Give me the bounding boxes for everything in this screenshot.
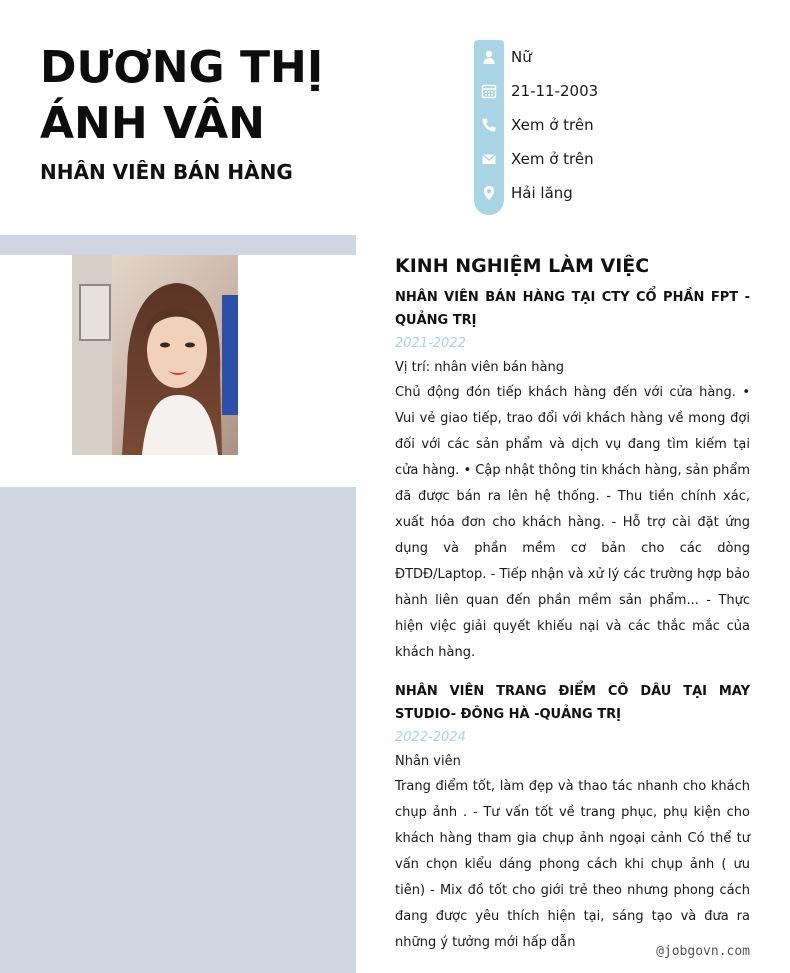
person-icon: [474, 40, 504, 74]
experience-item: [395, 286, 750, 666]
contact-phone: [474, 108, 754, 142]
calendar-icon: [474, 74, 504, 108]
job-period: 2021-2022: [395, 336, 466, 351]
job-company: NHÂN VIÊN TRANG ĐIỂM CÔ DÂU TẠI MAY STUDIO- ĐÔNG HÀ -QUẢNG TRỊ: [395, 684, 750, 722]
section-title: KINH NGHIỆM LÀM VIỆC: [395, 255, 650, 277]
site-watermark: @jobgovn.com: [656, 944, 750, 959]
candidate-job-title: NHÂN VIÊN BÁN HÀNG: [40, 160, 293, 184]
phone-icon: [474, 108, 504, 142]
sidebar-panel: [0, 487, 356, 973]
location-pin-icon: [474, 176, 504, 210]
contact-gender: [474, 40, 754, 74]
address-text: Hải lăng: [511, 184, 573, 202]
contact-list: [474, 40, 754, 210]
job-position: Nhân viên: [395, 754, 461, 769]
gender-text: Nữ: [511, 48, 532, 66]
birthdate-text: 21-11-2003: [511, 82, 599, 100]
candidate-name: DƯƠNG THỊ ÁNH VÂN: [40, 42, 324, 149]
job-description: Trang điểm tốt, làm đẹp và thao tác nhanh cho khách chụp ảnh . - Tư vấn tốt về trang phục, phụ kiện cho khách hàng tham gia chụp ảnh ngoại cảnh Có thể tư vấn chọn kiểu dáng phong cách khi chụp ảnh ( ưu tiên) - Mix đồ tốt cho giới trẻ theo nhưng phong cách đang được yêu thích hiện tại, sáng tạo và đưa ra những ý tưởng mới hấp dẫn: [395, 779, 750, 950]
contact-birthdate: [474, 74, 754, 108]
experience-item: [395, 680, 750, 956]
job-company: NHÂN VIÊN BÁN HÀNG TẠI CTY CỔ PHẦN FPT -QUẢNG TRỊ: [395, 290, 750, 328]
profile-photo: [72, 255, 238, 455]
job-position: Vị trí: nhân viên bán hàng: [395, 360, 564, 375]
contact-address: [474, 176, 754, 210]
job-description: Chủ động đón tiếp khách hàng đến với cửa hàng. • Vui vẻ giao tiếp, trao đổi với khách hàng về mong đợi đối với các sản phẩm và dịch vụ đang tìm kiếm tại cửa hàng. • Cập nhật thông tin khách hàng, sản phẩm đã được bán ra lên hệ thống. - Thu tiền chính xác, xuất hóa đơn cho khách hàng. - Hỗ trợ cài đặt ứng dụng và phần mềm cơ bản cho các dòng ĐTDĐ/Laptop. - Tiếp nhận và xử lý các trường hợp bảo hành liên quan đến phần mềm sản phẩm... - Thực hiện việc giải quyết khiếu nại và các thắc mắc của khách hàng.: [395, 385, 750, 660]
job-period: 2022-2024: [395, 730, 466, 745]
phone-text: Xem ở trên: [511, 116, 594, 134]
envelope-icon: [474, 142, 504, 176]
sidebar-panel-top: [0, 235, 356, 255]
work-experience-section: [395, 252, 750, 970]
email-text: Xem ở trên: [511, 150, 594, 168]
contact-email: [474, 142, 754, 176]
